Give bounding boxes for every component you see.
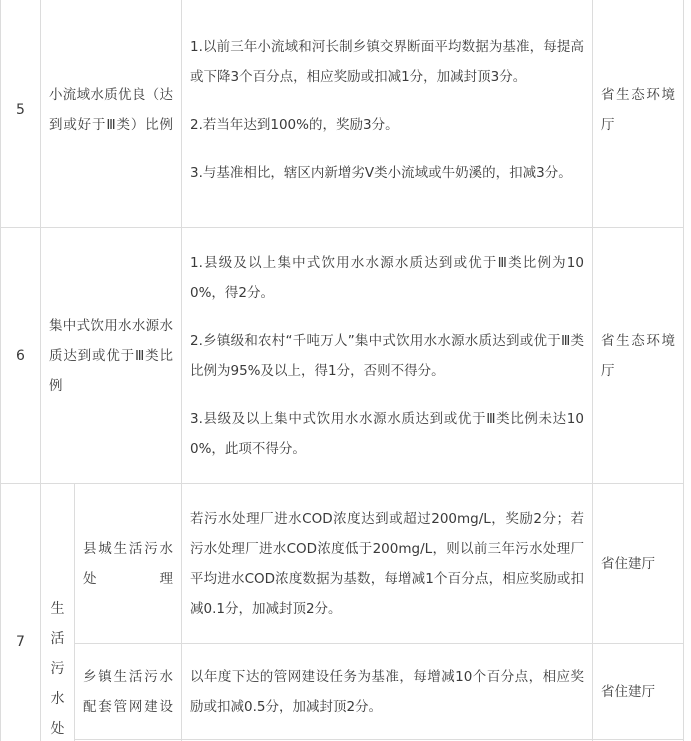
criteria-item: 2.乡镇级和农村“千吨万人”集中式饮用水水源水质达到或优于Ⅲ类比例为95%及以上，得1分，否则不得分。 (190, 332, 584, 379)
row-number: 6 (1, 228, 41, 484)
responsible-department: 省生态环境厅 (593, 228, 684, 484)
row-number: 5 (1, 0, 41, 228)
table-row (1, 228, 684, 484)
criteria-item: 若污水处理厂进水COD浓度达到或超过200mg/L，奖励2分；若污水处理厂进水COD浓度低于200mg/L，则以前三年污水处理厂平均进水COD浓度数据为基数，每增减1个百分点，相应奖励或扣减0.1分，加减封顶2分。 (190, 510, 584, 617)
criteria-item: 1.县级及以上集中式饮用水水源水质达到或优于Ⅲ类比例为100%，得2分。 (190, 254, 584, 301)
table-row (1, 644, 684, 740)
category-label-text: 生活污水处 (50, 601, 65, 737)
criteria-cell (182, 228, 593, 484)
indicator-name: 小流域水质优良（达到或好于Ⅲ类）比例 (41, 0, 182, 228)
row-number: 7 (1, 484, 41, 741)
criteria-cell (182, 644, 593, 740)
criteria-cell (182, 0, 593, 228)
category-label (41, 484, 75, 741)
criteria-item: 以年度下达的管网建设任务为基准，每增减10个百分点，相应奖励或扣减0.5分，加减封顶2分。 (190, 668, 584, 715)
indicator-name: 集中式饮用水水源水质达到或优于Ⅲ类比例 (41, 228, 182, 484)
criteria-item: 3.与基准相比，辖区内新增劣Ⅴ类小流域或牛奶溪的，扣减3分。 (190, 164, 572, 181)
responsible-department: 省住建厅 (593, 484, 684, 644)
responsible-department: 省住建厅 (593, 644, 684, 740)
responsible-department: 省生态环境厅 (593, 0, 684, 228)
sub-indicator-name: 县城生活污水处理 (75, 484, 182, 644)
table-row (1, 484, 684, 644)
sub-indicator-name: 乡镇生活污水配套管网建设 (75, 644, 182, 740)
criteria-item: 1.以前三年小流域和河长制乡镇交界断面平均数据为基准，每提高或下降3个百分点，相应奖励或扣减1分，加减封顶3分。 (190, 38, 584, 85)
table-row (1, 0, 684, 228)
criteria-item: 2.若当年达到100%的，奖励3分。 (190, 116, 399, 133)
criteria-cell (182, 484, 593, 644)
criteria-item: 3.县级及以上集中式饮用水水源水质达到或优于Ⅲ类比例未达100%，此项不得分。 (190, 410, 584, 457)
